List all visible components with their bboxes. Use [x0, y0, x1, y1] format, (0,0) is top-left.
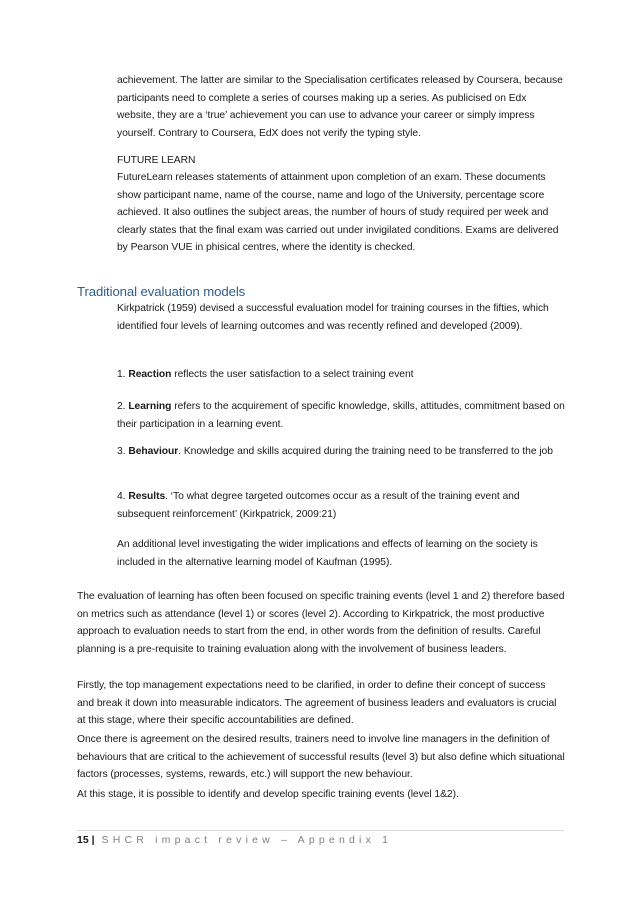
level-2-term: Learning	[128, 401, 172, 412]
level-3-item	[117, 443, 565, 461]
footer-divider	[77, 830, 564, 831]
future-learn-paragraph: FutureLearn releases statements of attainment upon completion of an exam. These documents show participant name, name of the course, name and logo of the University, percentage score achieved. It also outlines the subject areas, the number of hours of study required per week and clearly states that the final exam was carried out under invigilated conditions. Exams are delivered by Pearson VUE in phisical centres, where the identity is checked.	[117, 172, 559, 254]
level-1-number: 1.	[117, 369, 129, 380]
body-paragraph-3: Once there is agreement on the desired results, trainers need to involve line managers in the definition of behaviours that are critical to the achievement of successful results (level 3) but also define which situational factors (processes, systems, rewards, etc.) will support the new behaviour.	[77, 734, 565, 781]
level-4-text: . ‘To what degree targeted outcomes occur as a result of the training event and subsequent reinforcement’ (Kirkpatrick, 2009:21)	[117, 491, 520, 520]
level-3-text: . Knowledge and skills acquired during the training need to be transferred to the job	[178, 446, 553, 457]
body-paragraph-2: Firstly, the top management expectations need to be clarified, in order to define their concept of success and break it down into measurable indicators. The agreement of business leaders and evaluators is crucial at this stage, where their specific accountabilities are defined.	[77, 680, 557, 727]
level-3-number: 3.	[117, 446, 129, 457]
footer-separator: |	[91, 834, 95, 846]
level-2-item	[117, 398, 565, 433]
level-4-term: Results	[128, 491, 166, 502]
section-heading: Traditional evaluation models	[77, 284, 246, 299]
level-3-term: Behaviour	[128, 446, 179, 457]
kirkpatrick-intro: Kirkpatrick (1959) devised a successful evaluation model for training courses in the fifties, which identified four levels of learning outcomes and was recently refined and developed (2009).	[117, 303, 549, 332]
level-1-term: Reaction	[128, 369, 172, 380]
future-learn-heading: FUTURE LEARN	[117, 155, 196, 166]
level-4-number: 4.	[117, 491, 129, 502]
kaufman-paragraph: An additional level investigating the wider implications and effects of learning on the society is included in the alternative learning model of Kaufman (1995).	[117, 539, 538, 568]
edx-paragraph: achievement. The latter are similar to the Specialisation certificates released by Coursera, because participants need to complete a series of courses making up a series. As publicised on Edx website, they are a ‘true’ achievement you can use to advance your career or simply impress yourself. Contrary to Coursera, EdX does not verify the typing style.	[117, 75, 563, 139]
level-4-item	[117, 488, 565, 523]
page-footer	[77, 834, 392, 846]
level-1-item	[117, 366, 565, 384]
page-number: 15	[77, 834, 89, 846]
body-paragraph-1: The evaluation of learning has often been focused on specific training events (level 1 and 2) therefore based on metrics such as attendance (level 1) or scores (level 2). According to Kirkpatrick, the most productive approach to evaluation needs to start from the end, in other words from the definition of results. Careful planning is a pre-requisite to training evaluation along with the involvement of business leaders.	[77, 591, 565, 655]
level-2-text: refers to the acquirement of specific knowledge, skills, attitudes, commitment based on their participation in a learning event.	[117, 401, 565, 430]
body-paragraph-4: At this stage, it is possible to identify and develop specific training events (level 1&2).	[77, 789, 459, 800]
level-2-number: 2.	[117, 401, 129, 412]
level-1-text: reflects the user satisfaction to a select training event	[171, 369, 414, 380]
footer-title: SHCR impact review – Appendix 1	[101, 834, 393, 846]
